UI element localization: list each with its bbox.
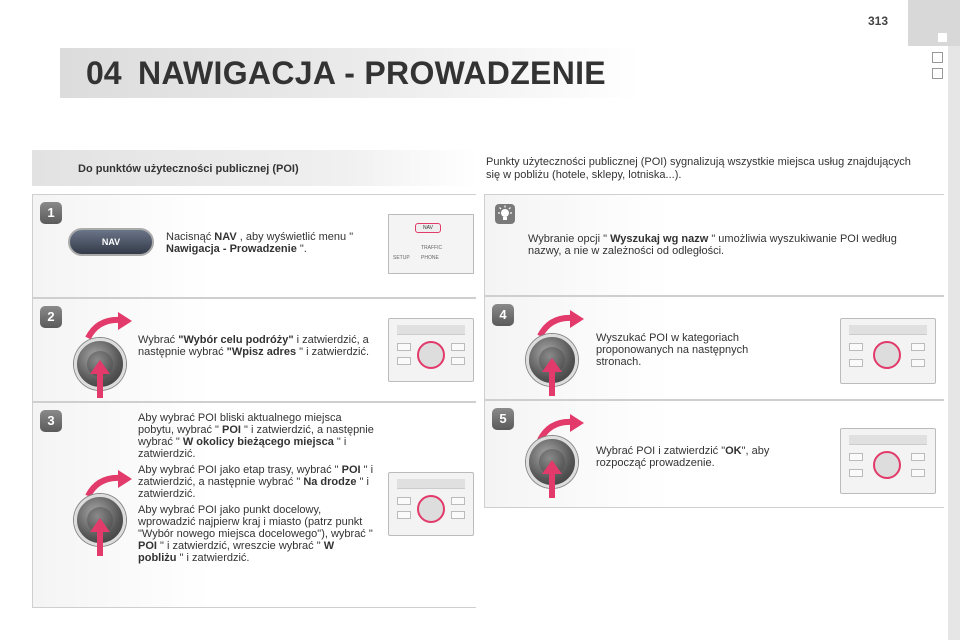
press-arrow-icon-3 [88, 518, 112, 558]
step-1-badge: 1 [40, 202, 62, 224]
step-4-text: Wyszukać POI w kategoriach proponowanych na następnych stronach. [596, 332, 749, 368]
step-5-badge: 5 [492, 408, 514, 430]
step-4-badge: 4 [492, 304, 514, 326]
nav-button-illustration: NAV [68, 228, 154, 256]
page-number: 313 [868, 14, 889, 28]
section-intro: Punkty użyteczności publicznej (POI) sygnalizują wszystkie miejsca usług znajdujących się w pobliżu (hotele, sklepy, lotniska...). [486, 156, 911, 181]
step-2-text: Wybrać "Wybór celu podróży" i zatwierdzić, a następnie wybrać "Wpisz adres " i zatwierdzić. [138, 334, 370, 358]
corner-tab [908, 0, 960, 46]
step-3-paragraph-1: Aby wybrać POI bliski aktualnego miejsca pobytu, wybrać " POI " i zatwierdzić, a następnie wybrać " W okolicy bieżącego miejsca " i zatwierdzić. [138, 412, 374, 460]
step-3-paragraph-2: Aby wybrać POI jako etap trasy, wybrać " POI " i zatwierdzić, a następnie wybrać " Na drodze " i zatwierdzić. [138, 464, 374, 500]
radio-traffic-label: TRAFFIC [421, 245, 443, 251]
press-arrow-icon-5 [540, 460, 564, 500]
section-title: Do punktów użyteczności publicznej (POI) [78, 163, 299, 175]
step-3-paragraph-3: Aby wybrać POI jako punkt docelowy, wprowadzić najpierw kraj i miasto (patrz punkt "Wybór nowego miejsca docelowego"), wybrać " POI " i zatwierdzić, wreszcie wybrać " W pobliżu " i zatwierdzić. [138, 504, 373, 564]
controller-device-illustration [388, 318, 474, 382]
press-arrow-icon [88, 360, 112, 400]
step-2-badge: 2 [40, 306, 62, 328]
controller-device-illustration-5 [840, 428, 936, 494]
press-arrow-icon-4 [540, 358, 564, 398]
step-3-badge: 3 [40, 410, 62, 432]
step-5-text: Wybrać POI i zatwierdzić "OK", aby rozpocząć prowadzenie. [596, 445, 770, 469]
step-1-text: Nacisnąć NAV , aby wyświetlić menu " Nawigacja - Prowadzenie ". [166, 231, 354, 255]
step-3-text [138, 412, 374, 568]
lightbulb-icon [495, 204, 515, 224]
radio-nav-key: NAV [415, 223, 441, 233]
tip-text: Wybranie opcji " Wyszukaj wg nazw " umożliwia wyszukiwanie POI według nazwy, a nie w zależności od odległości. [528, 233, 897, 257]
side-boxes [932, 52, 943, 84]
radio-panel-illustration [388, 214, 474, 274]
radio-setup-label: SETUP [393, 255, 410, 261]
page-title: NAWIGACJA - PROWADZENIE [138, 55, 606, 91]
side-margin-bar [948, 0, 960, 640]
chapter-number: 04 [86, 55, 122, 91]
controller-device-illustration-3 [388, 472, 474, 536]
radio-phone-label: PHONE [421, 255, 439, 261]
controller-device-illustration-4 [840, 318, 936, 384]
